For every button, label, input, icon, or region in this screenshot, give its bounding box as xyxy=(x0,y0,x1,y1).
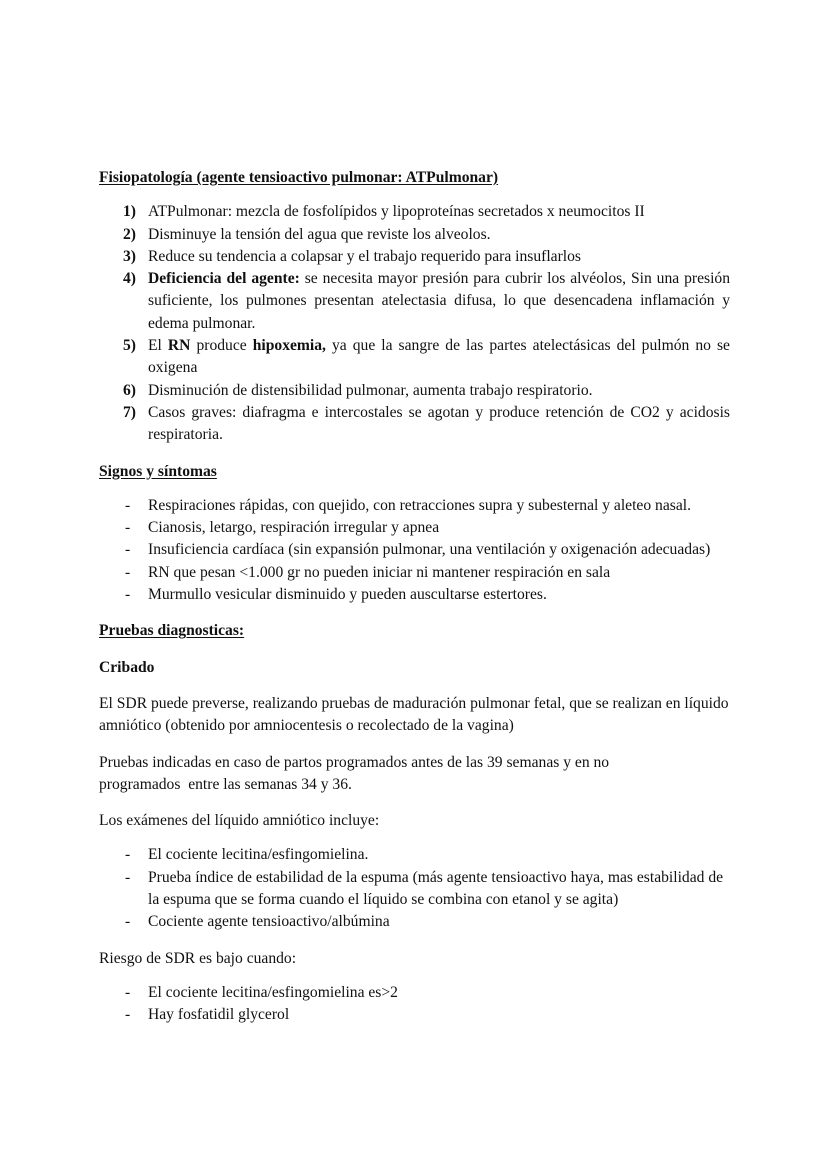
bold-term: RN xyxy=(167,337,191,355)
list-item: - Murmullo vesicular disminuido y pueden auscultarse estertores. xyxy=(125,586,547,604)
list-item: - Prueba índice de estabilidad de la espuma (más agente tensioactivo haya, mas estabilidad de la espuma que se forma cuando el líquido se combina con etanol y se agita) xyxy=(125,868,724,909)
paragraph-examenes: Los exámenes del líquido amniótico incluye: xyxy=(99,812,380,830)
bold-term: Deficiencia del agente: xyxy=(148,270,300,288)
paragraph-riesgo: Riesgo de SDR es bajo cuando: xyxy=(99,949,297,967)
bold-term: hipoxemia, xyxy=(252,337,326,355)
list-item: - Cianosis, letargo, respiración irregular y apnea xyxy=(125,519,440,537)
paragraph-sdr: El SDR puede preverse, realizando pruebas de maduración pulmonar fetal, que se realizan en líquido amniótico (obtenido por amniocentesis o recolectado de la vagina) xyxy=(99,694,729,735)
examenes-list xyxy=(99,844,730,933)
list-item: - Insuficiencia cardíaca (sin expansión pulmonar, una ventilación y oxigenación adecuadas) xyxy=(125,541,711,559)
list-item: - Respiraciones rápidas, con quejido, con retracciones supra y subesternal y aleteo nasal. xyxy=(125,496,691,514)
list-item: 5) El RN produce hipoxemia, ya que la sangre de las partes atelectásicas del pulmón no se oxigena xyxy=(123,337,730,377)
list-item: 1) ATPulmonar: mezcla de fosfolípidos y lipoproteínas secretados x neumocitos II xyxy=(123,203,645,221)
list-item: 2) Disminuye la tensión del agua que reviste los alveolos. xyxy=(123,225,491,243)
list-item: - El cociente lecitina/esfingomielina es>2 xyxy=(125,983,398,1001)
list-item: 3) Reduce su tendencia a colapsar y el trabajo requerido para insuflarlos xyxy=(123,247,581,265)
section-heading-fisiopatologia: Fisiopatología (agente tensioactivo pulmonar: ATPulmonar) xyxy=(99,169,499,186)
section-heading-pruebas: Pruebas diagnosticas: xyxy=(99,622,245,640)
list-item: - Hay fosfatidil glycerol xyxy=(125,1006,290,1024)
page-content xyxy=(99,167,730,1027)
signos-list xyxy=(99,495,730,606)
list-item: - Cociente agente tensioactivo/albúmina xyxy=(125,913,390,931)
fisiopatologia-list xyxy=(99,201,730,446)
list-item: 6) Disminución de distensibilidad pulmonar, aumenta trabajo respiratorio. xyxy=(123,381,593,399)
list-item: 4) Deficiencia del agente: se necesita mayor presión para cubrir los alvéolos, Sin una presión suficiente, los pulmones presentan atelectasia difusa, lo que desencadena inflamación y edema pulmonar. xyxy=(123,270,730,332)
list-item: 7) Casos graves: diafragma e intercostales se agotan y produce retención de CO2 y acidosis respiratoria. xyxy=(123,403,730,444)
riesgo-bajo-list xyxy=(99,982,730,1027)
paragraph-indicaciones: Pruebas indicadas en caso de partos programados antes de las 39 semanas y en no programados entre las semanas 34 y 36. xyxy=(99,753,610,793)
list-item: - El cociente lecitina/esfingomielina. xyxy=(125,846,369,864)
section-heading-signos: Signos y síntomas xyxy=(99,462,217,480)
list-item: - RN que pesan <1.000 gr no pueden iniciar ni mantener respiración en sala xyxy=(125,563,611,581)
subheading-cribado: Cribado xyxy=(99,658,155,676)
